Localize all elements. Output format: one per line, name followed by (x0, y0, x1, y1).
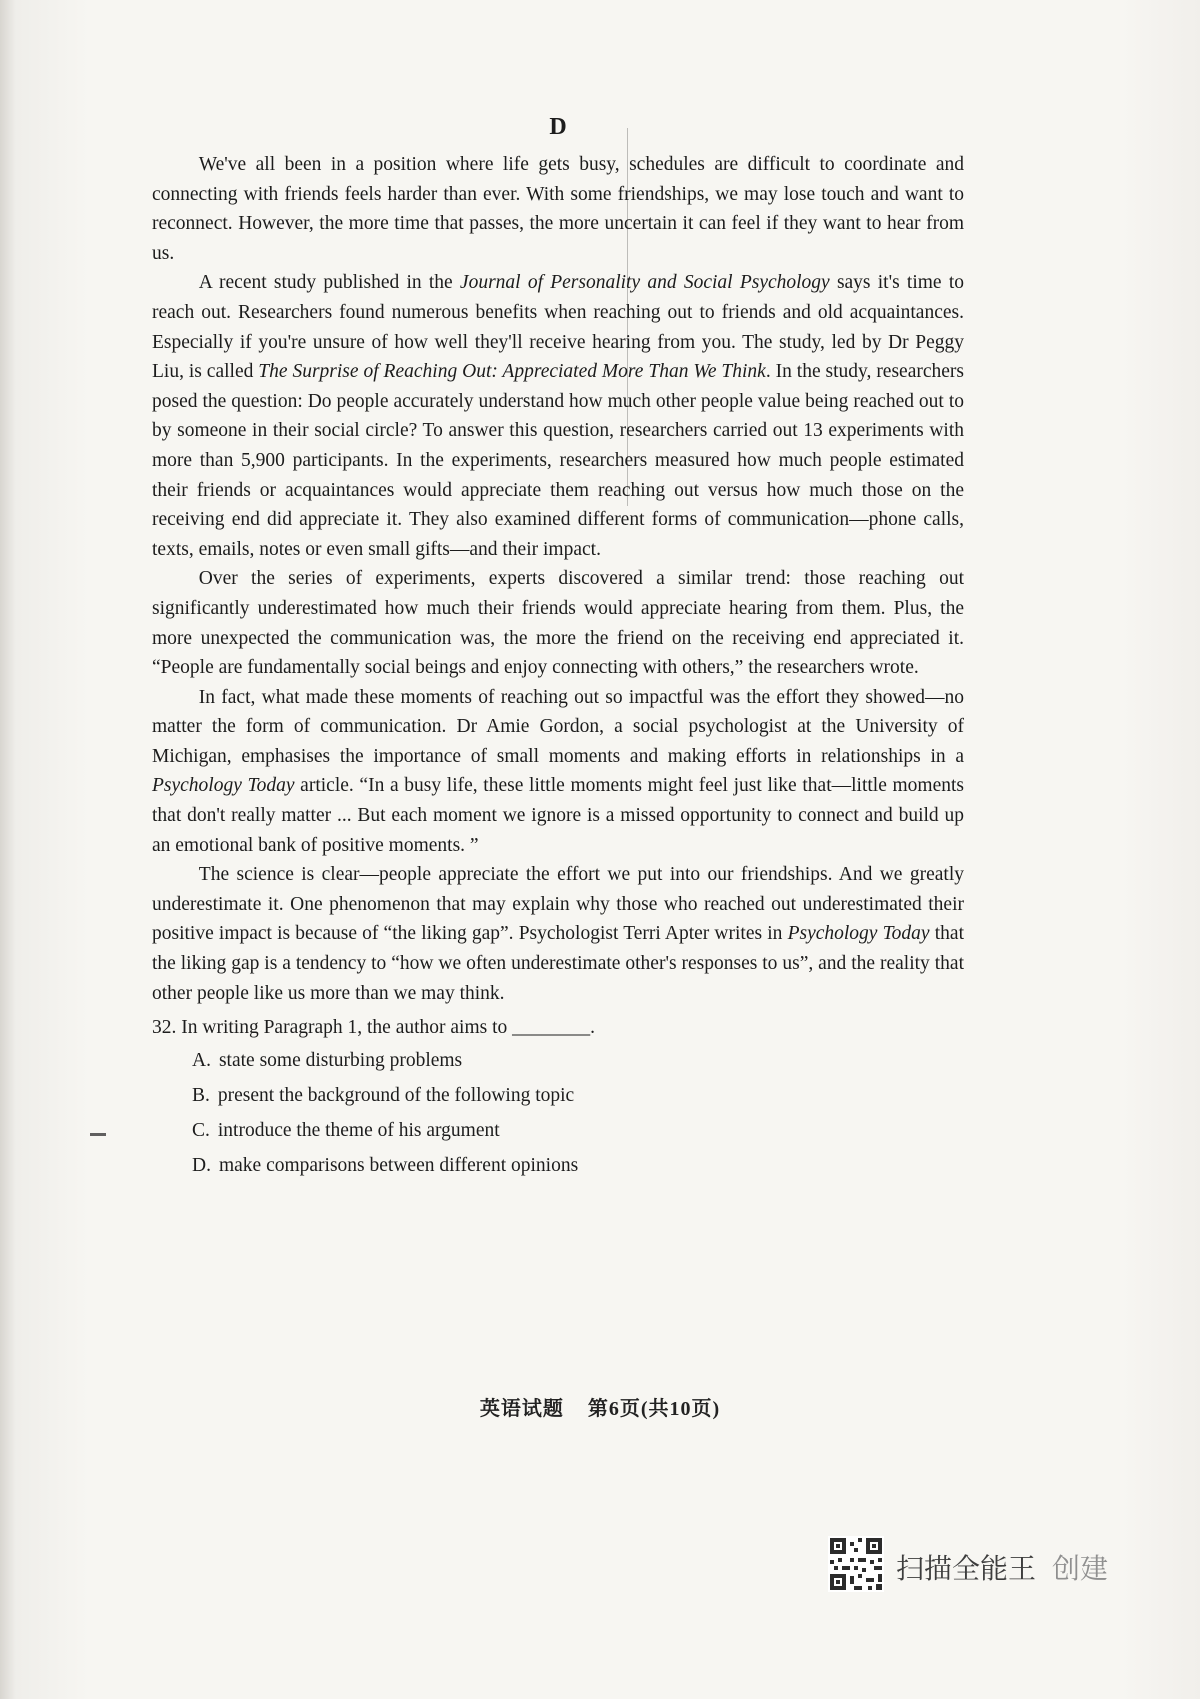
passage (152, 150, 964, 1008)
option-label: A. (192, 1050, 211, 1072)
watermark-app-name: 扫描全能王 (896, 1552, 1037, 1584)
option-text: state some disturbing problems (218, 1050, 463, 1072)
option-label: D. (192, 1155, 211, 1177)
option-label: B. (192, 1085, 210, 1107)
qr-code-icon (828, 1536, 884, 1597)
paragraph: We've all been in a position where life gets busy, schedules are difficult to coordinate and connecting with friends feels harder than ever. With some friendships, we may lose touch and want to reconnect. However, the more time that passes, the more uncertain it can feel if they want to hear from us. (152, 154, 964, 264)
footer-page-info: 第6页(共10页) (587, 1398, 721, 1420)
question-32 (152, 1012, 964, 1183)
section-label: D (549, 114, 567, 140)
options-list (152, 1043, 964, 1183)
option-a (192, 1043, 964, 1078)
footer-subject: 英语试题 (479, 1398, 564, 1420)
option-text: make comparisons between different opinions (218, 1155, 579, 1177)
option-c (192, 1113, 964, 1148)
watermark-action: 创建 (1052, 1552, 1109, 1584)
paragraph: A recent study published in the Journal of Personality and Social Psychology says it's time to reach out. Researchers found numerous benefits when reaching out to friends and old acquaintances. Especially if you're unsure of how well they'll receive hearing from you. The study, led by Dr Peggy Liu, is called The Surprise of Reaching Out: Appreciated More Than We Think. In the study, researchers posed the question: Do people accurately understand how much other people value being reached out to by someone in their social circle? To answer this question, researchers carried out 13 experiments with more than 5,900 participants. In the experiments, researchers measured how much people estimated their friends or acquaintances would appreciate them reaching out versus how much those on the receiving end did appreciate it. They also examined different forms of communication—phone calls, texts, emails, notes or even small gifts—and their impact. (152, 272, 965, 560)
scan-edge-mark (90, 1133, 106, 1136)
exam-content (152, 112, 964, 1183)
option-b (192, 1078, 964, 1113)
paragraph: Over the series of experiments, experts discovered a similar trend: those reaching out significantly underestimated how much their friends would appreciate hearing from them. Plus, the more unexpected the communication was, the more the friend on the receiving end appreciated it. “People are fundamentally social beings and enjoy connecting with others,” the researchers wrote. (152, 568, 964, 679)
paragraph: In fact, what made these moments of reaching out so impactful was the effort they showed—no matter the form of communication. Dr Amie Gordon, a social psychologist at the University of Michigan, emphasises the importance of small moments and making efforts in relationships in a Psychology Today article. “In a busy life, these little moments might feel just like that—little moments that don't really matter ... But each moment we ignore is a missed opportunity to connect and build up an emotional bank of positive moments. ” (152, 686, 965, 856)
option-d (192, 1148, 964, 1183)
question-stem: 32. In writing Paragraph 1, the author aims to ________. (152, 1017, 596, 1039)
option-text: introduce the theme of his argument (217, 1120, 500, 1142)
scanner-watermark (828, 1536, 1108, 1597)
paragraph: The science is clear—people appreciate the effort we put into our friendships. And we greatly underestimate it. One phenomenon that may explain why those who reached out underestimated their positive impact is because of “the liking gap”. Psychologist Terri Apter writes in Psychology Today that the liking gap is a tendency to “how we often underestimate other's responses to us”, and the reality that other people like us more than we may think. (152, 864, 964, 1004)
option-label: C. (192, 1120, 210, 1142)
option-text: present the background of the following topic (217, 1085, 575, 1107)
page-footer (0, 1392, 1200, 1421)
